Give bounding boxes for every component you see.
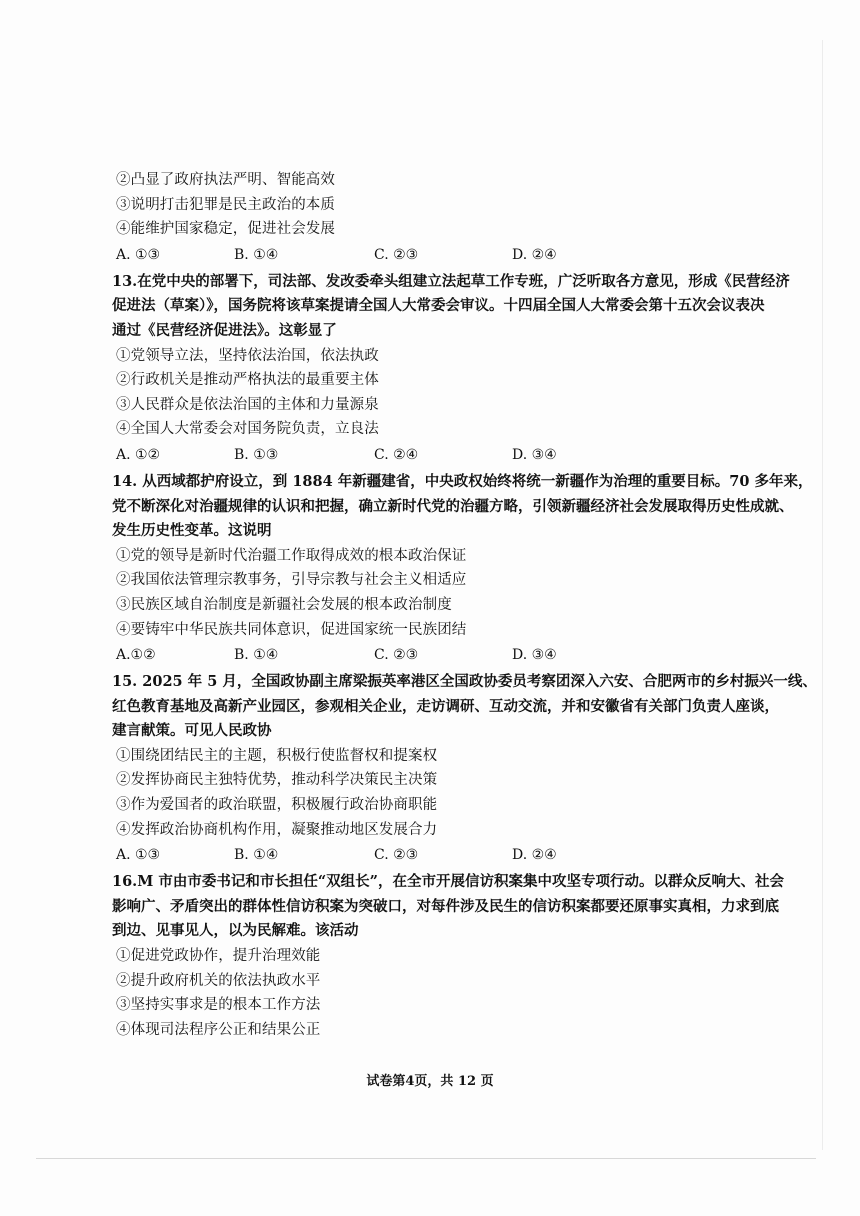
option: ①促进党政协作，提升治理效能 <box>116 948 321 965</box>
question-stem-line: 到边、见事见人，以为民解难。该活动 <box>112 922 359 940</box>
page-content <box>112 168 817 1042</box>
answer-d[interactable]: D. ②④ <box>512 847 557 864</box>
answer-d[interactable]: D. ③④ <box>512 446 557 463</box>
answer-c[interactable]: C. ②④ <box>374 446 419 463</box>
question-12-tail <box>116 168 776 267</box>
answer-a[interactable]: A.①② <box>116 647 156 664</box>
option: ②提升政府机关的依法执政水平 <box>116 972 321 989</box>
question-stem-line: 14. 从西域都护府设立，到 1884 年新疆建省，中央政权始终将统一新疆作为治理的重要目标。70 多年来， <box>112 472 813 490</box>
option: ①围绕团结民主的主题，积极行使监督权和提案权 <box>116 747 438 764</box>
answer-b[interactable]: B. ①④ <box>234 847 279 864</box>
answer-choices <box>116 843 776 867</box>
answer-choices <box>116 443 776 467</box>
question-14 <box>112 470 813 667</box>
question-stem-line: 通过《民营经济促进法》。这彰显了 <box>112 321 337 339</box>
question-stem-line: 发生历史性变革。这说明 <box>112 522 272 540</box>
option: ④体现司法程序公正和结果公正 <box>116 1021 321 1038</box>
answer-c[interactable]: C. ②③ <box>374 847 419 864</box>
option: ③作为爱国者的政治联盟，积极履行政治协商职能 <box>116 797 438 814</box>
answer-d[interactable]: D. ③④ <box>512 647 557 664</box>
question-stem-line: 13.在党中央的部署下，司法部、发改委牵头组建立法起草工作专班，广泛听取各方意见，形成《民营经济 <box>112 272 790 290</box>
scan-edge-bottom <box>36 1158 816 1159</box>
answer-c[interactable]: C. ②③ <box>374 246 419 263</box>
option: ④全国人大常委会对国务院负责，立良法 <box>116 421 379 438</box>
answer-b[interactable]: B. ①③ <box>234 446 279 463</box>
option: ④发挥政治协商机构作用，凝聚推动地区发展合力 <box>116 821 438 838</box>
question-stem-line: 党不断深化对治疆规律的认识和把握，确立新时代党的治疆方略，引领新疆经济社会发展取得历史性成就、 <box>112 497 794 515</box>
option: ③人民群众是依法治国的主体和力量源泉 <box>116 396 379 413</box>
answer-d[interactable]: D. ②④ <box>512 246 557 263</box>
answer-a[interactable]: A. ①② <box>116 446 161 463</box>
question-stem-line: 16.M 市由市委书记和市长担任“双组长”，在全市开展信访积案集中攻坚专项行动。以群众反响大、社会 <box>112 873 785 891</box>
option: ③说明打击犯罪是民主政治的本质 <box>116 196 335 213</box>
page-footer: 试卷第4页，共 12 页 <box>366 1074 494 1089</box>
option: ③坚持实事求是的根本工作方法 <box>116 997 321 1014</box>
question-13 <box>112 270 790 467</box>
option: ①党领导立法，坚持依法治国，依法执政 <box>116 347 379 364</box>
answer-choices <box>116 643 776 667</box>
option: ④能维护国家稳定，促进社会发展 <box>116 221 335 238</box>
question-stem-line: 促进法（草案）》，国务院将该草案提请全国人大常委会审议。十四届全国人大常委会第十五次会议表决 <box>112 297 765 315</box>
question-16 <box>112 870 785 1042</box>
scan-edge-right <box>822 40 823 1150</box>
question-stem-line: 建言献策。可见人民政协 <box>112 722 272 740</box>
option: ④要铸牢中华民族共同体意识，促进国家统一民族团结 <box>116 621 467 638</box>
question-stem-line: 15. 2025 年 5 月，全国政协副主席梁振英率港区全国政协委员考察团深入六安、合肥两市的乡村振兴一线、 <box>112 673 817 691</box>
question-stem-line: 影响广、矛盾突出的群体性信访积案为突破口，对每件涉及民生的信访积案都要还原事实真相，力求到底 <box>112 897 779 915</box>
option: ③民族区域自治制度是新疆社会发展的根本政治制度 <box>116 596 452 613</box>
option: ②发挥协商民主独特优势，推动科学决策民主决策 <box>116 772 438 789</box>
answer-b[interactable]: B. ①④ <box>234 647 279 664</box>
question-stem-line: 红色教育基地及高新产业园区，参观相关企业，走访调研、互动交流，并和安徽省有关部门负责人座谈， <box>112 697 779 715</box>
answer-choices <box>116 243 776 267</box>
answer-a[interactable]: A. ①③ <box>116 847 161 864</box>
question-15 <box>112 670 817 867</box>
option: ②行政机关是推动严格执法的最重要主体 <box>116 372 379 389</box>
answer-a[interactable]: A. ①③ <box>116 246 161 263</box>
option: ①党的领导是新时代治疆工作取得成效的根本政治保证 <box>116 547 467 564</box>
answer-c[interactable]: C. ②③ <box>374 647 419 664</box>
answer-b[interactable]: B. ①④ <box>234 246 279 263</box>
option: ②凸显了政府执法严明、智能高效 <box>116 172 335 188</box>
option: ②我国依法管理宗教事务，引导宗教与社会主义相适应 <box>116 572 467 589</box>
